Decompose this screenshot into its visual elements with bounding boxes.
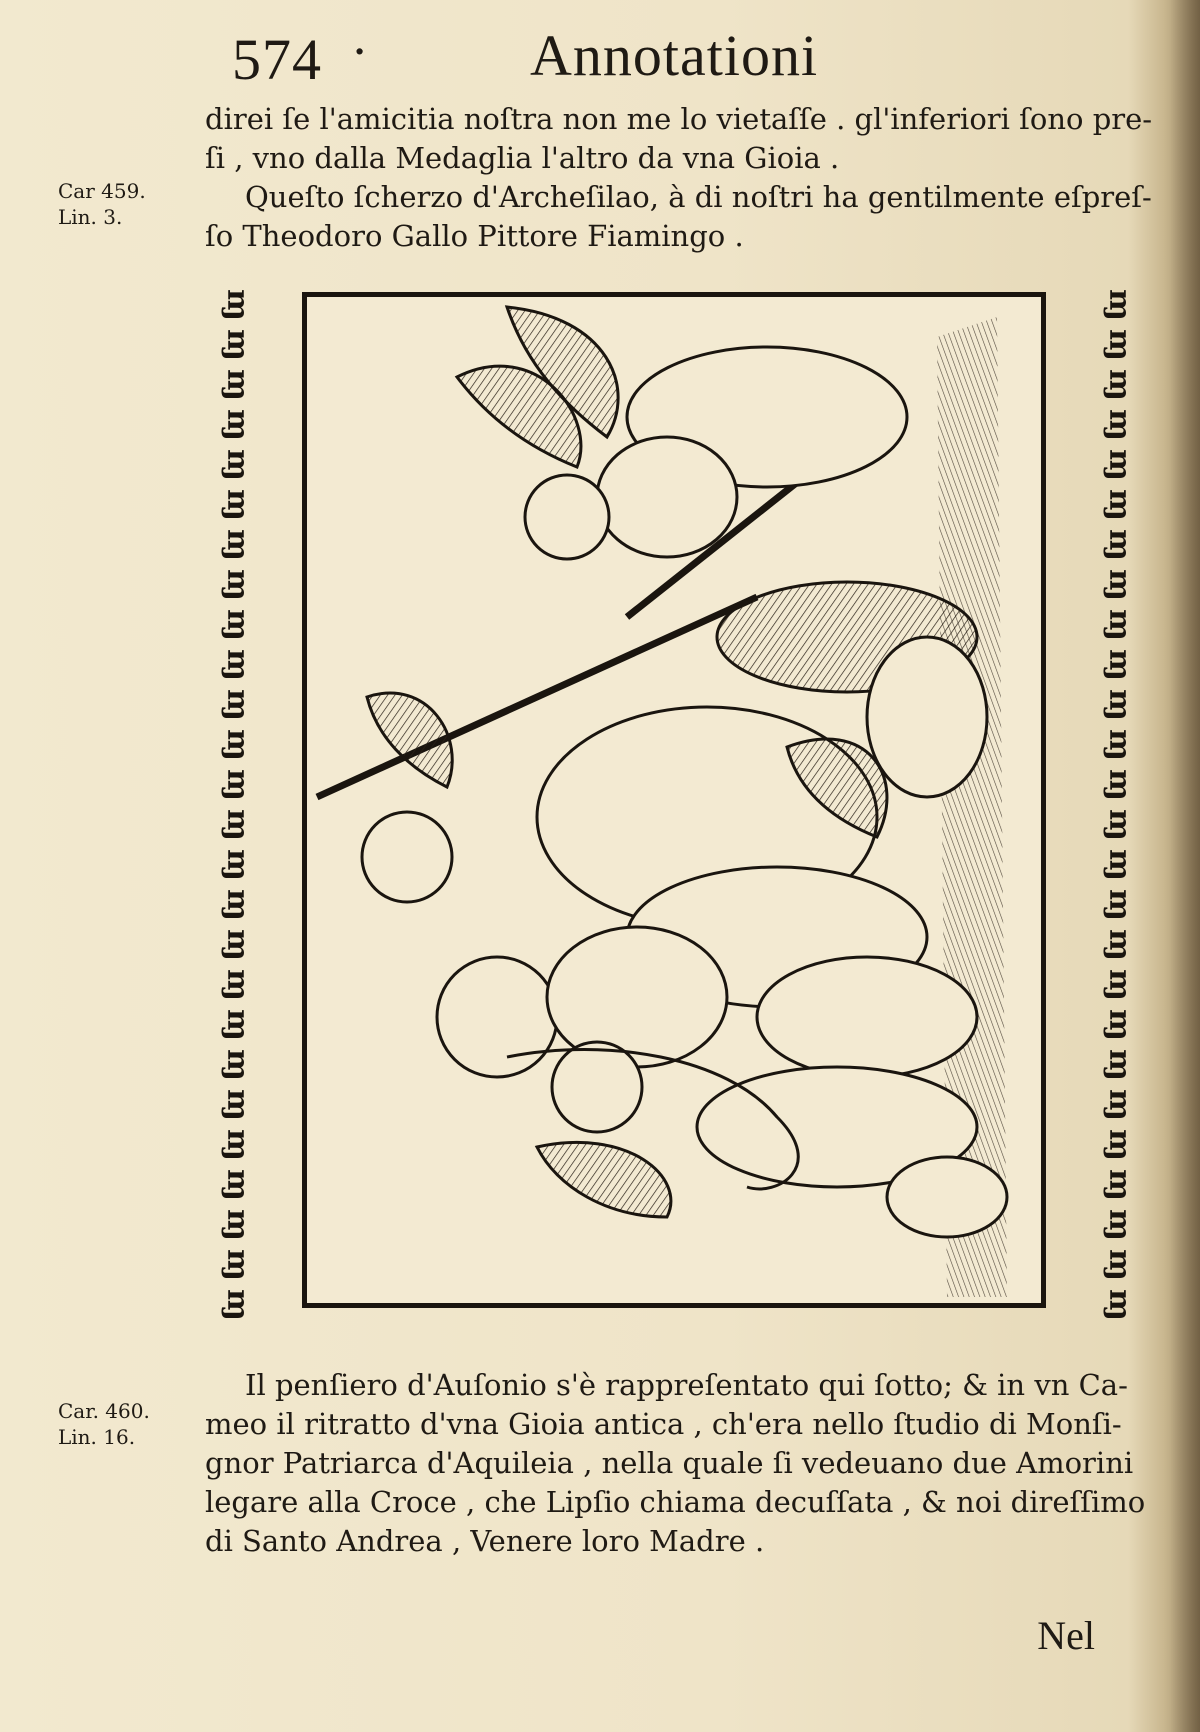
border-ornament: ɱ xyxy=(220,1049,255,1081)
border-ornament: ɱ xyxy=(1102,809,1137,841)
border-ornament: ɱ xyxy=(1102,409,1137,441)
page-number: 574 xyxy=(232,27,322,92)
text-line: gnor Patriarca d'Aquileia , nella quale ſi vedeuano due Amorini xyxy=(205,1446,1134,1480)
border-ornament: ɱ xyxy=(220,969,255,1001)
border-ornament: ɱ xyxy=(1102,969,1137,1001)
border-ornament: ɱ xyxy=(1102,649,1137,681)
border-ornament: ɱ xyxy=(1102,1289,1137,1321)
text-line: direi ſe l'amicitia noſtra non me lo vietaſſe . gl'inferiori ſono pre- xyxy=(205,102,1153,136)
border-ornament: ɱ xyxy=(1102,569,1137,601)
text-line: Il penſiero d'Auſonio s'è rappreſentato qui ſotto; & in vn Ca- xyxy=(245,1368,1128,1402)
border-ornament: ɱ xyxy=(1102,609,1137,641)
border-ornament: ɱ xyxy=(1102,729,1137,761)
margin-note-lin: Lin. 16. xyxy=(58,1425,136,1449)
border-ornament: ɱ xyxy=(220,1249,255,1281)
border-ornament: ɱ xyxy=(220,809,255,841)
border-ornament: ɱ xyxy=(1102,1209,1137,1241)
text-line: di Santo Andrea , Venere loro Madre . xyxy=(205,1524,765,1558)
border-ornament: ɱ xyxy=(220,1289,255,1321)
border-ornament: ɱ xyxy=(220,1009,255,1041)
margin-note-2 xyxy=(58,1398,150,1450)
border-ornament: ɱ xyxy=(1102,329,1137,361)
border-ornament: ɱ xyxy=(220,1089,255,1121)
margin-note-car: Car 459. xyxy=(58,179,146,203)
page-header xyxy=(0,18,1200,98)
border-ornament: ɱ xyxy=(1102,449,1137,481)
border-ornament: ɱ xyxy=(1102,689,1137,721)
border-ornament: ɱ xyxy=(220,489,255,521)
border-ornament: ɱ xyxy=(220,449,255,481)
border-ornament: ɱ xyxy=(220,609,255,641)
border-ornament: ɱ xyxy=(220,289,255,321)
border-ornament: ɱ xyxy=(220,889,255,921)
border-ornament: ɱ xyxy=(220,409,255,441)
border-ornament: ɱ xyxy=(1102,1089,1137,1121)
border-ornament: ɱ xyxy=(1102,1249,1137,1281)
border-ornament: ɱ xyxy=(1102,289,1137,321)
border-ornament: ɱ xyxy=(1102,1049,1137,1081)
border-ornament: ɱ xyxy=(1102,369,1137,401)
border-ornament: ɱ xyxy=(1102,489,1137,521)
ornamental-border-right xyxy=(1090,290,1148,1320)
catchword: Nel xyxy=(1037,1613,1095,1658)
header-separator: · xyxy=(352,24,368,80)
border-ornament: ɱ xyxy=(220,649,255,681)
border-ornament: ɱ xyxy=(1102,1129,1137,1161)
border-ornament: ɱ xyxy=(220,529,255,561)
ornamental-border-left xyxy=(208,290,266,1320)
margin-note-car: Car. 460. xyxy=(58,1399,150,1423)
border-ornament: ɱ xyxy=(220,929,255,961)
woodcut-illustration xyxy=(302,292,1046,1308)
border-ornament: ɱ xyxy=(220,729,255,761)
margin-note-1 xyxy=(58,178,146,230)
border-ornament: ɱ xyxy=(220,689,255,721)
border-ornament: ɱ xyxy=(220,569,255,601)
border-ornament: ɱ xyxy=(220,369,255,401)
border-ornament: ɱ xyxy=(220,849,255,881)
border-ornament: ɱ xyxy=(1102,529,1137,561)
gutter-shadow xyxy=(1170,0,1200,1732)
border-ornament: ɱ xyxy=(1102,1169,1137,1201)
running-title: Annotationi xyxy=(530,23,819,88)
border-ornament: ɱ xyxy=(1102,769,1137,801)
text-line: Queſto ſcherzo d'Archeſilao, à di noſtri ha gentilmente eſpreſ- xyxy=(245,180,1152,214)
border-ornament: ɱ xyxy=(1102,1009,1137,1041)
text-line: ſo Theodoro Gallo Pittore Fiamingo . xyxy=(205,219,744,253)
woodcut-cupids-image xyxy=(307,297,1041,1303)
border-ornament: ɱ xyxy=(1102,849,1137,881)
text-line: legare alla Croce , che Lipſio chiama decuſſata , & noi direſſimo xyxy=(205,1485,1146,1519)
bottom-paragraph xyxy=(205,1366,1155,1561)
border-ornament: ɱ xyxy=(220,329,255,361)
top-paragraph xyxy=(205,100,1155,256)
border-ornament: ɱ xyxy=(1102,889,1137,921)
border-ornament: ɱ xyxy=(220,769,255,801)
border-ornament: ɱ xyxy=(220,1209,255,1241)
text-line: ſi , vno dalla Medaglia l'altro da vna Gioia . xyxy=(205,141,840,175)
border-ornament: ɱ xyxy=(220,1169,255,1201)
border-ornament: ɱ xyxy=(1102,929,1137,961)
text-line: meo il ritratto d'vna Gioia antica , ch'era nello ſtudio di Monſi- xyxy=(205,1407,1122,1441)
margin-note-lin: Lin. 3. xyxy=(58,205,123,229)
border-ornament: ɱ xyxy=(220,1129,255,1161)
